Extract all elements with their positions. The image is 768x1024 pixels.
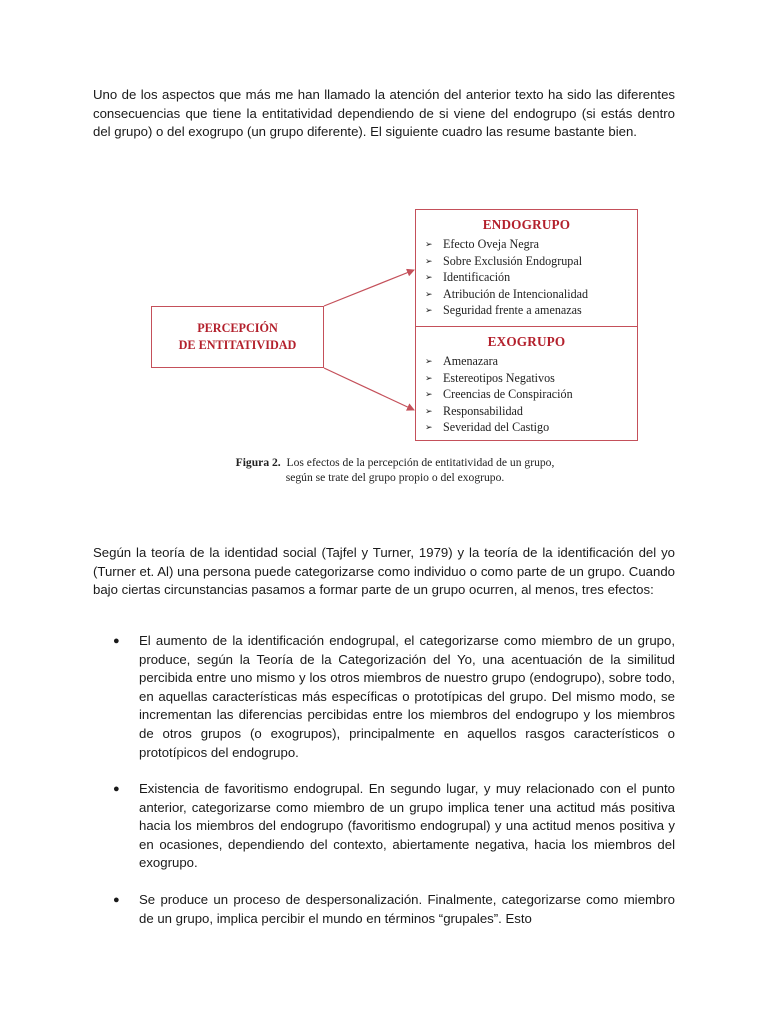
perception-line-2: DE ENTITATIVIDAD xyxy=(178,338,297,352)
effect-text: El aumento de la identificación endogrupal, el categorizarse como miembro de un grupo, produce, según la Teoría de la Categorización del Yo, una acentuación de la similitud percibida entre uno mismo y los otros miembros de nuestro grupo (endogrupo), sobre todo, en aquellas características más específicas o prototípicas del grupo. Del mismo modo, se incrementan las diferencias percibidas entre los miembros del endogrupo y los miembros de otros grupos (o exogrupos), principalmente en aquellos rasgos característicos o prototípicos del endogrupo. xyxy=(139,633,675,760)
arrow-to-exogroup xyxy=(324,368,414,410)
effect-text: Existencia de favoritismo endogrupal. En segundo lugar, y muy relacionado con el punto anterior, categorizarse como miembro de un grupo implica tener una actitud más positiva hacia los miembros del endogrupo (favoritismo endogrupal) y una actitud menos positiva y en ocasiones, dependiendo del contexto, abiertamente negativa, hacia los miembros del exogrupo. xyxy=(139,781,675,871)
arrow-to-endogroup xyxy=(324,270,414,306)
perception-line-1: PERCEPCIÓN xyxy=(197,321,278,335)
endogroup-list xyxy=(416,236,637,319)
intro-paragraph: Uno de los aspectos que más me han llamado la atención del anterior texto ha sido las diferentes consecuencias que tiene la entitatividad dependiendo de si viene del endogrupo (si estás dentro del grupo) o del exogrupo (un grupo diferente). El siguiente cuadro las resume bastante bien. xyxy=(93,87,675,140)
bullet-dot-icon: ● xyxy=(113,894,120,906)
figure-caption-line-1: Los efectos de la percepción de entitatividad de un grupo, xyxy=(286,456,555,469)
figure-caption-line-2: según se trate del grupo propio o del exogrupo. xyxy=(285,471,505,484)
theory-paragraph: Según la teoría de la identidad social (Tajfel y Turner, 1979) y la teoría de la identificación del yo (Turner et. Al) una persona puede categorizarse como individuo o como parte de un grupo. Cuando bajo ciertas circunstancias pasamos a formar parte de un grupo ocurren, al menos, tres efectos: xyxy=(93,545,675,598)
exogroup-title: EXOGRUPO xyxy=(487,334,566,349)
arrow-bullet-icon: ➢ xyxy=(425,255,433,266)
exogroup-list xyxy=(416,353,637,436)
effect-text: Se produce un proceso de despersonalización. Finalmente, categorizarse como miembro de un grupo, implica percibir el mundo en términos “grupales”. Esto xyxy=(139,892,675,926)
list-item xyxy=(113,632,675,762)
list-item: ➢ Creencias de Conspiración xyxy=(425,387,573,401)
list-item: ➢ Identificación xyxy=(425,270,511,284)
arrow-bullet-icon: ➢ xyxy=(425,372,433,383)
list-item: ➢ Severidad del Castigo xyxy=(425,420,550,434)
arrow-bullet-icon: ➢ xyxy=(425,405,433,416)
exogroup-box xyxy=(415,326,638,441)
endogroup-title: ENDOGRUPO xyxy=(482,217,571,232)
endogroup-box xyxy=(415,209,638,327)
list-item: ➢ Atribución de Intencionalidad xyxy=(425,286,589,301)
figure-caption-label: Figura 2. xyxy=(235,456,281,469)
arrow-bullet-icon: ➢ xyxy=(425,288,433,299)
list-item: ➢ Efecto Oveja Negra xyxy=(425,237,540,251)
list-item: ➢ Responsabilidad xyxy=(425,403,523,418)
bullet-dot-icon: ● xyxy=(113,783,120,795)
perception-box xyxy=(151,306,324,368)
arrow-bullet-icon: ➢ xyxy=(425,422,433,432)
list-item: ➢ Sobre Exclusión Endogrupal xyxy=(425,253,583,268)
list-item xyxy=(113,780,675,873)
bullet-dot-icon: ● xyxy=(113,635,120,647)
arrow-bullet-icon: ➢ xyxy=(425,305,433,315)
list-item xyxy=(113,891,675,928)
figure-caption xyxy=(160,455,630,485)
list-item: ➢ Seguridad frente a amenazas xyxy=(425,303,582,317)
arrow-bullet-icon: ➢ xyxy=(425,239,433,249)
arrow-bullet-icon: ➢ xyxy=(425,356,433,366)
list-item: ➢ Amenazara xyxy=(425,354,499,368)
arrow-bullet-icon: ➢ xyxy=(425,272,433,282)
list-item: ➢ Estereotipos Negativos xyxy=(425,370,555,385)
arrow-bullet-icon: ➢ xyxy=(425,389,433,399)
